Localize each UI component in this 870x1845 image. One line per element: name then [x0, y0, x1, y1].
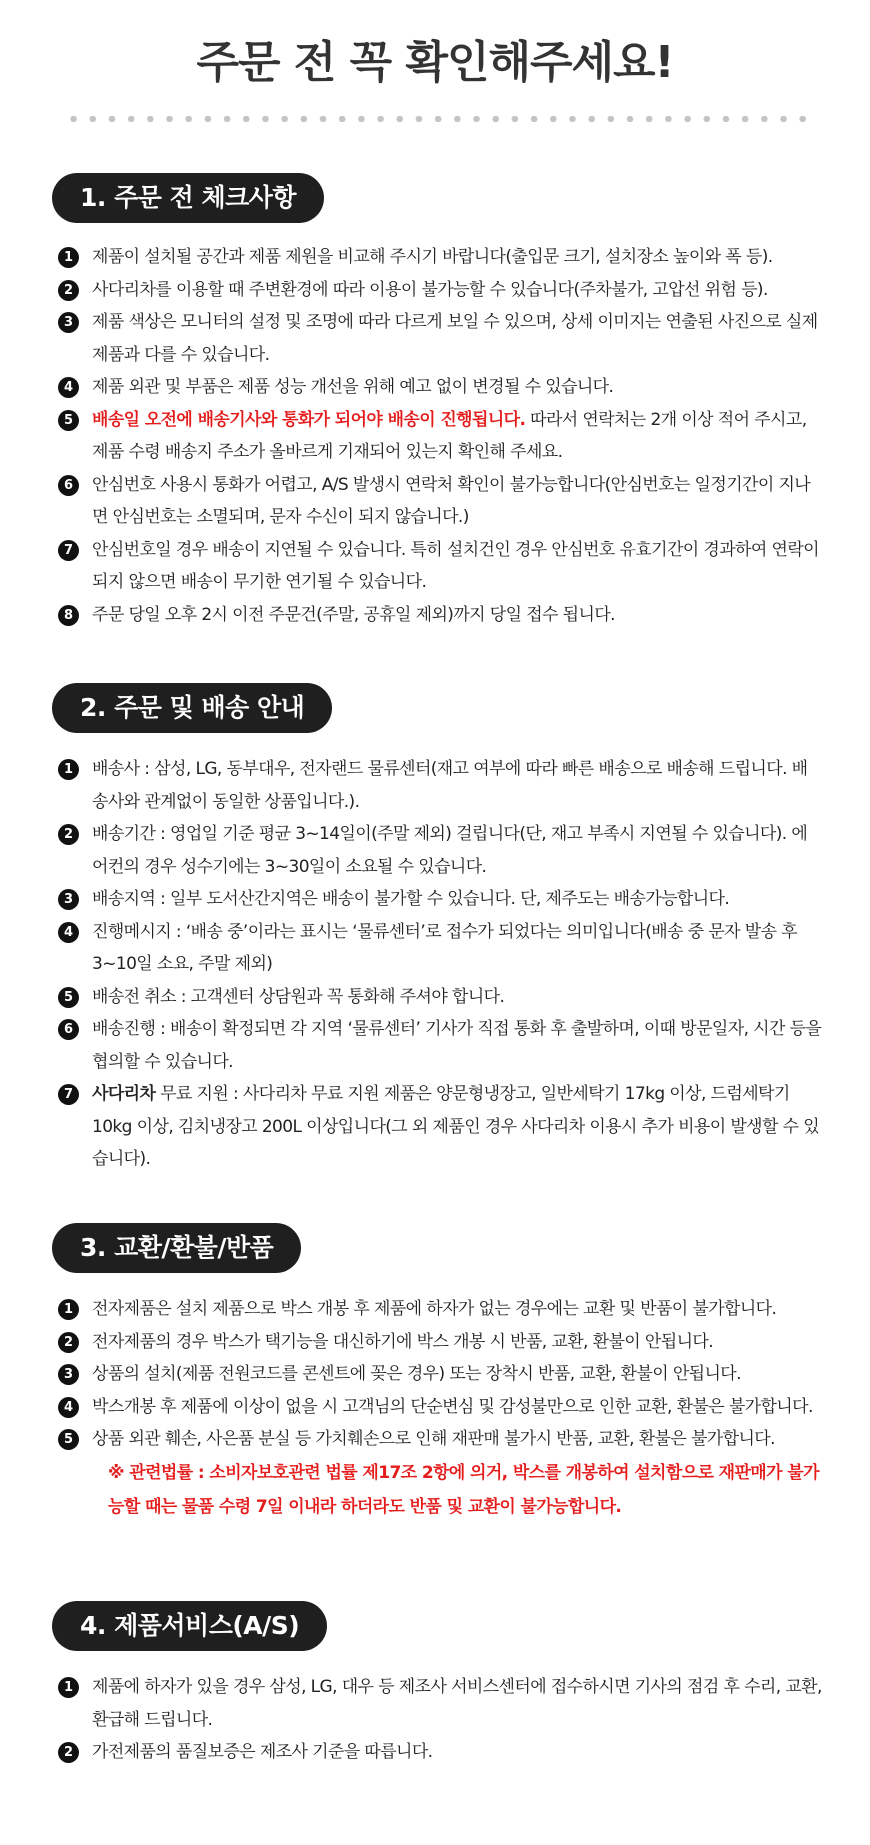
- item-text: 가전제품의 품질보증은 제조사 기준을 따릅니다.: [92, 1742, 433, 1762]
- list-item: [52, 1013, 822, 1078]
- item-text: 제품에 하자가 있을 경우 삼성, LG, 대우 등 제조사 서비스센터에 접수하시면 기사의 점검 후 수리, 교환, 환급해 드립니다.: [92, 1677, 822, 1730]
- list-item: [52, 274, 822, 307]
- item-text: 박스개봉 후 제품에 이상이 없을 시 고객님의 단순변심 및 감성불만으로 인한 교환, 환불은 불가합니다.: [92, 1396, 813, 1417]
- item-text: 배송기간 : 영업일 기준 평균 3~14일이(주말 제외) 걸립니다(단, 재고 부족시 지연될 수 있습니다). 에어컨의 경우 성수기에는 3~30일이 소요될 수 있습니다.: [92, 824, 808, 877]
- legal-note: ※ 관련법률 : 소비자보호관련 법률 제17조 2항에 의거, 박스를 개봉하여 설치함으로 재판매가 불가능할 때는 물품 수령 7일 이내라 하더라도 반품 및 교환이 불가능합니다.: [108, 1462, 819, 1517]
- section-heading: 2. 주문 및 배송 안내: [52, 683, 332, 733]
- item-text: 배송진행 : 배송이 확정되면 각 지역 ‘물류센터’ 기사가 직접 통화 후 출발하며, 이때 방문일자, 시간 등을 협의할 수 있습니다.: [92, 1019, 822, 1072]
- list-item: [52, 469, 822, 534]
- number-badge: 1: [58, 1299, 79, 1320]
- number-badge: 5: [58, 987, 79, 1008]
- item-text: 배송사 : 삼성, LG, 동부대우, 전자랜드 물류센터(재고 여부에 따라 빠른 배송으로 배송해 드립니다. 배송사와 관계없이 동일한 상품입니다.).: [92, 759, 808, 812]
- number-badge: 4: [58, 922, 79, 943]
- section-product-service: [52, 1601, 822, 1769]
- list-item: [52, 1423, 822, 1456]
- item-text: 상품의 설치(제품 전원코드를 콘센트에 꽂은 경우) 또는 장착시 반품, 교환, 환불이 안됩니다.: [92, 1364, 741, 1384]
- number-badge: 7: [58, 540, 79, 561]
- number-badge: 2: [58, 280, 79, 301]
- section-heading: 1. 주문 전 체크사항: [52, 173, 324, 223]
- item-text: 제품이 설치될 공간과 제품 제원을 비교해 주시기 바랍니다(출입문 크기, 설치장소 높이와 폭 등).: [92, 247, 773, 267]
- list-item: [52, 1293, 822, 1326]
- number-badge: 4: [58, 1397, 79, 1418]
- number-badge: 4: [58, 377, 79, 398]
- number-badge: 8: [58, 605, 79, 626]
- bold-label: 사다리차: [92, 1084, 156, 1104]
- service-list: [52, 1671, 822, 1769]
- item-text: 배송전 취소 : 고객센터 상담원과 꼭 통화해 주셔야 합니다.: [92, 986, 505, 1007]
- item-text: 상품 외관 훼손, 사은품 분실 등 가치훼손으로 인해 재판매 불가시 반품, 교환, 환불은 불가합니다.: [92, 1429, 775, 1449]
- list-item: [52, 1736, 822, 1769]
- item-text: 주문 당일 오후 2시 이전 주문건(주말, 공휴일 제외)까지 당일 접수 됩니다.: [92, 604, 615, 625]
- number-badge: 1: [58, 759, 79, 780]
- exchange-list: [52, 1293, 822, 1456]
- number-badge: 3: [58, 889, 79, 910]
- section-exchange-refund: [52, 1223, 822, 1524]
- dotted-divider: [64, 116, 814, 122]
- item-text: 전자제품은 설치 제품으로 박스 개봉 후 제품에 하자가 없는 경우에는 교환 및 반품이 불가합니다.: [92, 1299, 777, 1319]
- item-text: 제품 색상은 모니터의 설정 및 조명에 따라 다르게 보일 수 있으며, 상세 이미지는 연출된 사진으로 실제 제품과 다를 수 있습니다.: [92, 312, 818, 365]
- list-item: [52, 1671, 822, 1736]
- section-order-checklist: [52, 173, 822, 631]
- list-item: [52, 1078, 822, 1176]
- list-item: [52, 306, 822, 371]
- item-text: 따라서 연락처는 2개 이상 적어 주시고, 제품 수령 배송지 주소가 올바르게 기재되어 있는지 확인해 주세요.: [92, 409, 807, 462]
- number-badge: 2: [58, 824, 79, 845]
- item-text: 배송지역 : 일부 도서산간지역은 배송이 불가할 수 있습니다. 단, 제주도는 배송가능합니다.: [92, 889, 730, 909]
- item-text: 제품 외관 및 부품은 제품 성능 개선을 위해 예고 없이 변경될 수 있습니다.: [92, 377, 614, 397]
- number-badge: 5: [58, 1429, 79, 1450]
- number-badge: 3: [58, 1364, 79, 1385]
- item-text: 사다리차를 이용할 때 주변환경에 따라 이용이 불가능할 수 있습니다(주차불가, 고압선 위험 등).: [92, 279, 768, 300]
- number-badge: 6: [58, 475, 79, 496]
- list-item: [52, 534, 822, 599]
- number-badge: 7: [58, 1084, 79, 1105]
- page-title: 주문 전 꼭 확인해주세요!: [196, 37, 674, 88]
- list-item: [52, 1358, 822, 1391]
- list-item: [52, 818, 822, 883]
- number-badge: 2: [58, 1332, 79, 1353]
- list-item: [52, 1326, 822, 1359]
- item-text: 안심번호 사용시 통화가 어렵고, A/S 발생시 연락처 확인이 불가능합니다(안심번호는 일정기간이 지나면 안심번호는 소멸되며, 문자 수신이 되지 않습니다.): [92, 474, 811, 527]
- number-badge: 6: [58, 1019, 79, 1040]
- checklist: [52, 241, 822, 631]
- list-item: [52, 404, 822, 469]
- number-badge: 3: [58, 312, 79, 333]
- list-item: [52, 241, 822, 274]
- number-badge: 5: [58, 410, 79, 431]
- item-text: 안심번호일 경우 배송이 지연될 수 있습니다. 특히 설치건인 경우 안심번호 유효기간이 경과하여 연락이 되지 않으면 배송이 무기한 연기될 수 있습니다.: [92, 539, 819, 592]
- item-text: 진행메시지 : ‘배송 중’이라는 표시는 ‘물류센터’로 접수가 되었다는 의미입니다(배송 중 문자 발송 후 3~10일 소요, 주말 제외): [92, 921, 798, 974]
- number-badge: 2: [58, 1742, 79, 1763]
- list-item: [52, 916, 822, 981]
- delivery-list: [52, 753, 822, 1176]
- item-text: 전자제품의 경우 박스가 택기능을 대신하기에 박스 개봉 시 반품, 교환, 환불이 안됩니다.: [92, 1331, 714, 1352]
- highlight-text: 배송일 오전에 배송기사와 통화가 되어야 배송이 진행됩니다.: [92, 409, 526, 430]
- number-badge: 1: [58, 1677, 79, 1698]
- section-heading: 3. 교환/환불/반품: [52, 1223, 301, 1273]
- list-item: [52, 599, 822, 632]
- item-text: 무료 지원 : 사다리차 무료 지원 제품은 양문형냉장고, 일반세탁기 17kg 이상, 드럼세탁기 10kg 이상, 김치냉장고 200L 이상입니다(그 외 제품인 경우 사다리차 이용시 추가 비용이 발생할 수 있습니다).: [92, 1084, 820, 1169]
- list-item: [52, 981, 822, 1014]
- section-order-delivery: [52, 683, 822, 1176]
- list-item: [52, 883, 822, 916]
- list-item: [52, 1391, 822, 1424]
- list-item: [52, 753, 822, 818]
- section-heading: 4. 제품서비스(A/S): [52, 1601, 327, 1651]
- list-item: [52, 371, 822, 404]
- number-badge: 1: [58, 247, 79, 268]
